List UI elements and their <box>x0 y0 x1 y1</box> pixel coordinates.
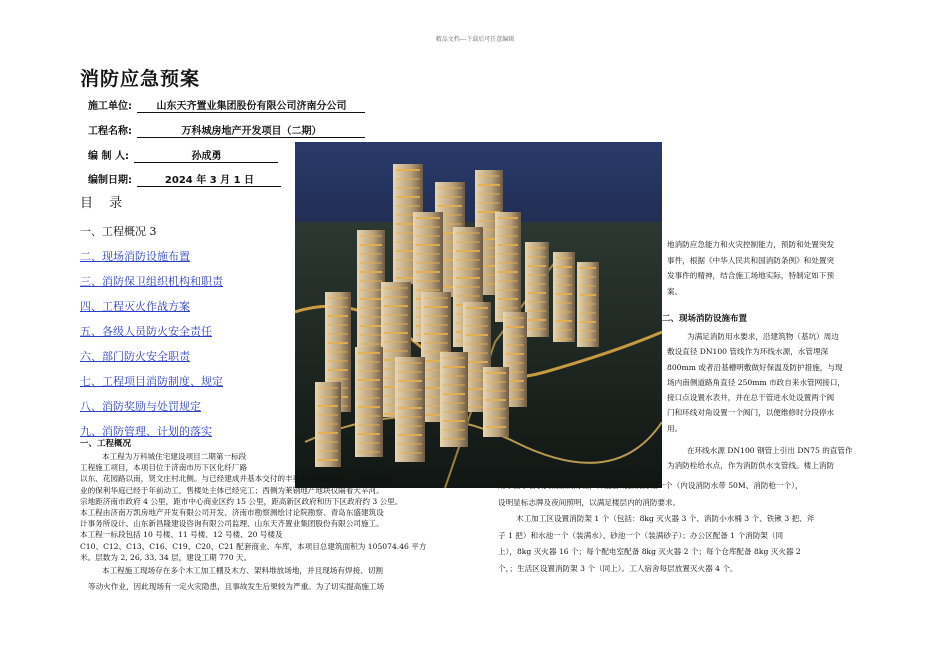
tower-window-row <box>556 293 572 295</box>
tower-window-row <box>358 370 380 372</box>
tower-window-row <box>398 425 422 427</box>
tower-window-row <box>498 289 518 291</box>
tower-window-row <box>398 416 422 418</box>
tower-window-row <box>398 443 422 445</box>
section2-heading: 二、现场消防设施布置 <box>662 314 748 324</box>
tower-window-row <box>384 287 408 289</box>
toc-item-3[interactable]: 三、消防保卫组织机构和职责 <box>80 275 223 288</box>
tower-window-row <box>318 405 338 407</box>
toc-heading: 目 录 <box>80 196 129 211</box>
tower-window-row <box>478 175 500 177</box>
tower-window-row <box>318 414 338 416</box>
section1-line: 等动火作业，因此现场有一定火灾隐患，且事故发生后果较为严重。为了切实提高施工场 <box>88 582 385 592</box>
date-row <box>88 171 281 187</box>
tower-window-row <box>498 253 518 255</box>
tower-window-row <box>498 271 518 273</box>
tower-window-row <box>416 244 440 246</box>
tower-window-row <box>466 334 488 336</box>
construction-unit-value: 山东天齐置业集团股份有限公司济南分公司 <box>137 97 365 113</box>
tower-window-row <box>396 169 420 171</box>
tower-window-row <box>318 432 338 434</box>
tower-window-row <box>443 402 465 404</box>
section2-line: 为满足消防用水要求，沿建筑物（基坑）周边 <box>687 332 839 341</box>
project-name-value: 万科城房地产开发项目（二期） <box>137 122 365 138</box>
tower-window-row <box>360 271 382 273</box>
tower-window-row <box>506 317 524 319</box>
tower-window-row <box>438 205 462 207</box>
tower-window-row <box>416 289 440 291</box>
tower-window-row <box>443 438 465 440</box>
tower-window-row <box>424 306 448 308</box>
tower-window-row <box>438 196 462 198</box>
tower-window-row <box>556 311 572 313</box>
tower-window-row <box>443 375 465 377</box>
section2-wide-body <box>498 478 898 578</box>
tower-window-row <box>416 235 440 237</box>
tower-window-row <box>358 352 380 354</box>
tower-window-row <box>478 202 500 204</box>
section1-line: 本工程为万科城住宅建设项目二期第一标段 <box>102 452 247 461</box>
right-intro-line: 案。 <box>667 286 683 296</box>
toc-item-2[interactable]: 二、现场消防设施布置 <box>80 250 190 263</box>
tower-window-row <box>398 362 422 364</box>
section1-line: 本工程施工现场存在多个木工加工棚及木方、架料堆放场地，并且现场有焊接、切割 <box>102 566 383 576</box>
section2-line: 在环线水源 DN100 钢管上引出 DN75 的直管作 <box>687 446 853 456</box>
section2-wide-line: 用水由水管引到楼层消防栓，并配备成套消防箱一个（内设消防水带 50M、消防枪一个）， <box>498 481 803 490</box>
tower-window-row <box>360 334 382 336</box>
toc-item-6[interactable]: 六、部门防火安全职责 <box>80 350 190 363</box>
tower-window-row <box>466 307 488 309</box>
section1-line: 本工程一标段包括 10 号楼、11 号楼、12 号楼、20 号楼及 <box>80 530 283 540</box>
tower-window-row <box>498 280 518 282</box>
tower-window-row <box>360 298 382 300</box>
tower-window-row <box>498 298 518 300</box>
editor-label: 编 制 人: <box>88 151 129 162</box>
tower-window-row <box>443 357 465 359</box>
tower-window-row <box>328 324 348 326</box>
tower-window-row <box>360 280 382 282</box>
tower-window-row <box>318 396 338 398</box>
tower-window-row <box>398 380 422 382</box>
tower-window-row <box>360 343 382 345</box>
tower-window-row <box>528 283 546 285</box>
tower-window-row <box>466 361 488 363</box>
tower-window-row <box>528 274 546 276</box>
tower-window-row <box>328 378 348 380</box>
tower-window-row <box>424 324 448 326</box>
tower-window-row <box>580 321 596 323</box>
tower-window-row <box>528 247 546 249</box>
tower-window-row <box>396 178 420 180</box>
tower-window-row <box>528 292 546 294</box>
tower-window-row <box>486 408 506 410</box>
date-value: 2024 年 3 月 1 日 <box>137 171 281 187</box>
tower-window-row <box>328 306 348 308</box>
tower-window-row <box>556 266 572 268</box>
tower-window-row <box>416 226 440 228</box>
project-name-row <box>88 122 365 138</box>
tower-window-row <box>318 387 338 389</box>
section2-line: 场内南侧道路角直径 250mm 市政自来水管网接口， <box>667 377 846 387</box>
tower-window-row <box>466 343 488 345</box>
tower-window-row <box>528 256 546 258</box>
tower-window-row <box>443 411 465 413</box>
header-note: 精品文档---下载后可任意编辑 <box>435 36 515 43</box>
tower-window-row <box>486 426 506 428</box>
project-name-label: 工程名称: <box>88 126 132 137</box>
tower-window-row <box>398 434 422 436</box>
editor-value: 孙成勇 <box>134 147 278 163</box>
tower-window-row <box>556 320 572 322</box>
tower-window-row <box>506 344 524 346</box>
tower-window-row <box>424 333 448 335</box>
tower-window-row <box>498 307 518 309</box>
tower-window-row <box>360 253 382 255</box>
tower-window-row <box>360 262 382 264</box>
toc-item-1: 一、工程概况 3 <box>80 225 157 238</box>
tower-window-row <box>556 257 572 259</box>
tower-window-row <box>328 342 348 344</box>
construction-unit-row <box>88 97 365 113</box>
tower-window-row <box>384 332 408 334</box>
toc-item-5[interactable]: 五、各级人员防火安全责任 <box>80 325 212 338</box>
tower-window-row <box>416 253 440 255</box>
tower-window-row <box>580 267 596 269</box>
tower-window-row <box>360 244 382 246</box>
tower-window-row <box>443 384 465 386</box>
tower-window-row <box>580 303 596 305</box>
tower-window-row <box>358 415 380 417</box>
tower-window-row <box>328 315 348 317</box>
tower-window-row <box>498 244 518 246</box>
tower-window-row <box>528 301 546 303</box>
aerial-building-rendering <box>295 142 662 488</box>
tower-window-row <box>318 423 338 425</box>
tower-window-row <box>424 342 448 344</box>
tower-window-row <box>506 362 524 364</box>
section1-heading: 一、工程概况 <box>80 439 132 449</box>
right-intro <box>667 237 892 299</box>
section2-wide-line: 设明显标志牌及夜间照明，以满足楼层内的消防要求。 <box>498 497 681 507</box>
tower-window-row <box>506 335 524 337</box>
tower-window-row <box>328 360 348 362</box>
tower-window-row <box>398 389 422 391</box>
tower-window-row <box>556 329 572 331</box>
tower-window-row <box>506 326 524 328</box>
tower-window-row <box>416 217 440 219</box>
tower-window-row <box>398 371 422 373</box>
section1-line: 以东、花园路以南，贤文庄村北侧。与已经建成并基本交付的丰奥家园隔路相望；北侧保利置 <box>80 474 392 484</box>
toc-item-9[interactable]: 九、消防管理、计划的落实 <box>80 425 212 438</box>
tower-window-row <box>416 280 440 282</box>
tower-window-row <box>456 286 480 288</box>
tower-window-row <box>396 187 420 189</box>
tower-window-row <box>556 275 572 277</box>
tower-window-row <box>443 420 465 422</box>
tower-window-row <box>360 235 382 237</box>
date-label: 编制日期: <box>88 175 132 186</box>
tower-window-row <box>358 442 380 444</box>
tower-block <box>357 230 385 360</box>
right-intro-line: 事件，根据《中华人民共和国消防条例》和处置突 <box>667 255 835 265</box>
tower-window-row <box>443 366 465 368</box>
tower-window-row <box>384 305 408 307</box>
tower-window-row <box>580 285 596 287</box>
tower-window-row <box>580 294 596 296</box>
section1-line: 米。层数为 2, 26, 33, 34 层，建设工期 770 天。 <box>80 552 252 562</box>
section2-line: 为消防栓给水点，作为消防供水支管线。楼上消防 <box>667 461 835 471</box>
tower-window-row <box>328 333 348 335</box>
section2-line: 用。 <box>667 423 683 433</box>
tower-window-row <box>486 390 506 392</box>
tower-window-row <box>358 424 380 426</box>
section2-wide-line: 上），8kg 灭火器 16 个；每个配电室配备 8kg 灭火器 2 个；每个仓库配备 8kg 灭火器 2 <box>498 547 801 557</box>
tower-window-row <box>498 262 518 264</box>
tower-window-row <box>486 417 506 419</box>
toc-item-8[interactable]: 八、消防奖励与处罚规定 <box>80 400 201 413</box>
tower-window-row <box>360 316 382 318</box>
toc-item-4[interactable]: 四、工程灭火作战方案 <box>80 300 190 313</box>
section1-line: 宗地距济南市政府 4 公里，距市中心商业区约 15 公里，距高新区政府和历下区政府约 3 公里。 <box>80 496 403 506</box>
section1-line: C10、C12、C13、C16、C19、C20、C21 配套商业、车库，本项目总建筑面积为 105074.46 平方 <box>80 541 427 551</box>
tower-window-row <box>396 196 420 198</box>
section2-body <box>667 329 892 474</box>
tower-window-row <box>358 406 380 408</box>
tower-window-row <box>486 399 506 401</box>
tower-window-row <box>506 353 524 355</box>
section1-line: 计事务所设计、山东新昌隆建设咨询有限公司监理、山东天齐置业集团股份有限公司施工。 <box>80 519 384 529</box>
tower-window-row <box>466 316 488 318</box>
tower-window-row <box>438 187 462 189</box>
tower-window-row <box>384 296 408 298</box>
tower-window-row <box>358 433 380 435</box>
tower-window-row <box>384 341 408 343</box>
tower-window-row <box>498 217 518 219</box>
tower-window-row <box>456 241 480 243</box>
tower-window-row <box>478 184 500 186</box>
tower-window-row <box>360 307 382 309</box>
section1-line: 业的保利华庭已经于年前动工，售楼处主体已经完工；西侧为莱钢地产地块仅隔着大辛河。 <box>80 485 384 495</box>
tower-window-row <box>456 250 480 252</box>
section2-wide-line: 个，；生活区设置消防架 3 个（同上）。工人宿舍每层放置灭火器 4 个。 <box>498 563 738 573</box>
tower-window-row <box>318 441 338 443</box>
tower-window-row <box>528 328 546 330</box>
tower-window-row <box>478 193 500 195</box>
tower-block <box>355 347 383 457</box>
tower-window-row <box>580 330 596 332</box>
tower-window-row <box>384 323 408 325</box>
toc-item-7[interactable]: 七、工程项目消防制度、规定 <box>80 375 223 388</box>
tower-window-row <box>396 205 420 207</box>
document-title: 消防应急预案 <box>80 68 201 90</box>
tower-window-row <box>456 232 480 234</box>
tower-window-row <box>358 361 380 363</box>
tower-window-row <box>358 379 380 381</box>
tower-block <box>495 212 521 322</box>
tower-window-row <box>328 297 348 299</box>
tower-window-row <box>456 277 480 279</box>
right-intro-line: 发事件的精神，结合施工场地实际，特制定如下预 <box>667 271 835 280</box>
tower-window-row <box>456 268 480 270</box>
editor-row <box>88 147 278 163</box>
tower-window-row <box>466 352 488 354</box>
section2-line: 接口点设置水表井，并在总干管进水处设置两个阀 <box>667 393 835 403</box>
tower-window-row <box>498 235 518 237</box>
tower-window-row <box>528 310 546 312</box>
tower-window-row <box>498 226 518 228</box>
tower-window-row <box>398 398 422 400</box>
tower-window-row <box>580 339 596 341</box>
tower-window-row <box>360 289 382 291</box>
tower-window-row <box>556 302 572 304</box>
tower-window-row <box>486 381 506 383</box>
tower-window-row <box>443 429 465 431</box>
tower-window-row <box>384 350 408 352</box>
table-of-contents <box>80 219 223 444</box>
tower-window-row <box>328 351 348 353</box>
section2-wide-line: 木工加工区设置消防架 1 个（包括：8kg 灭火器 3 个、消防小水桶 3 个、铁锹 3 把、斧 <box>516 514 815 524</box>
tower-window-row <box>416 271 440 273</box>
tower-window-row <box>528 265 546 267</box>
tower-window-row <box>556 338 572 340</box>
tower-window-row <box>580 312 596 314</box>
section2-line: 门和环线对角设置一个阀门，以便维修时分段停水 <box>667 408 835 418</box>
tower-window-row <box>556 284 572 286</box>
tower-window-row <box>456 295 480 297</box>
section2-line: 敷设直径 DN100 管线作为环线水源，水管埋深 <box>667 347 829 357</box>
tower-window-row <box>416 262 440 264</box>
section2-wide-line: 子 1 把）和水池一个（装满水）、砂池一个（装满砂子）；办公区配备 1 个消防架（同 <box>498 530 784 540</box>
section2-line: 800mm 或者沿基槽明敷做好保温及防护措施，与现 <box>667 362 843 372</box>
tower-window-row <box>580 276 596 278</box>
tower-window-row <box>360 325 382 327</box>
tower-window-row <box>528 319 546 321</box>
tower-window-row <box>466 325 488 327</box>
tower-window-row <box>443 393 465 395</box>
tower-window-row <box>398 407 422 409</box>
tower-window-row <box>358 388 380 390</box>
tower-window-row <box>358 397 380 399</box>
tower-window-row <box>424 315 448 317</box>
section1-line: 本工程由济南万凯房地产开发有限公司开发、济南市勘察测绘讨论院勘察、青岛东盛建筑设 <box>80 508 384 518</box>
tower-window-row <box>424 297 448 299</box>
tower-window-row <box>384 314 408 316</box>
tower-block <box>553 252 575 342</box>
construction-unit-label: 施工单位: <box>88 101 132 112</box>
tower-window-row <box>328 369 348 371</box>
right-intro-line: 地消防应急能力和火灾控制能力，预防和处置突发 <box>667 240 835 249</box>
section1-line: 工程施工项目，本项目位于济南市历下区化纤厂路 <box>80 463 248 473</box>
tower-window-row <box>486 372 506 374</box>
tower-window-row <box>456 259 480 261</box>
